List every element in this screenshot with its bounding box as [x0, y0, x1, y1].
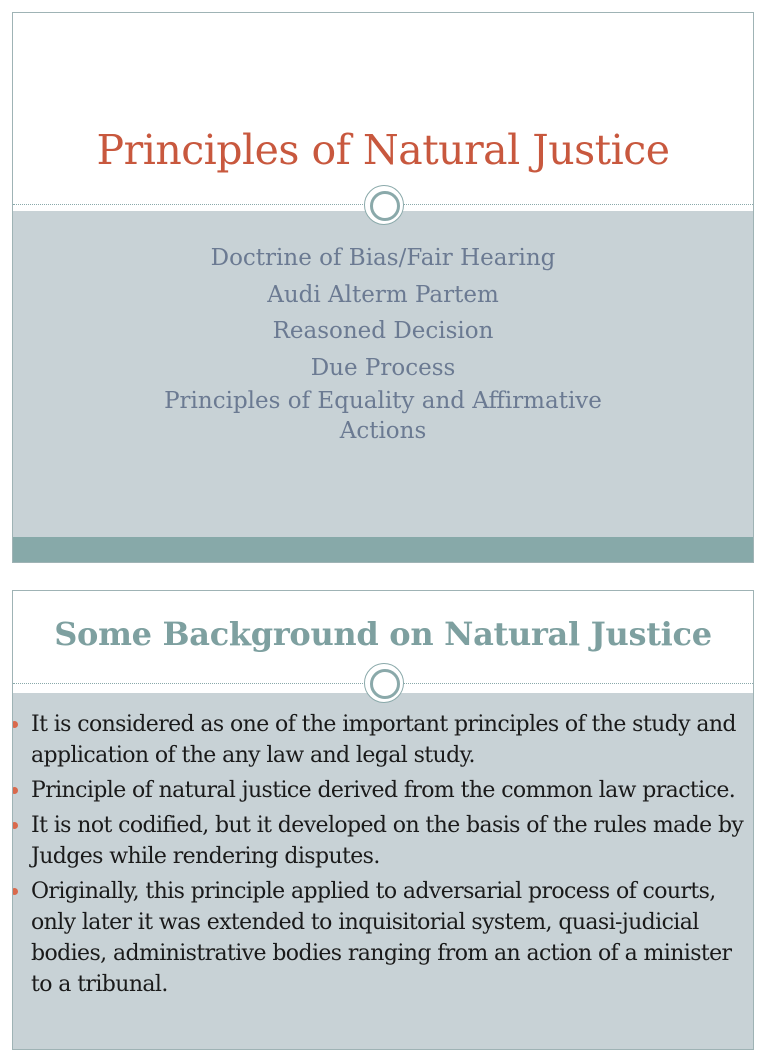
slide-2: [12, 590, 754, 1050]
circle-ornament-icon: [364, 185, 404, 225]
subtitle-item-continuation: Actions: [339, 418, 427, 444]
slide-title: Some Background on Natural Justice: [54, 615, 712, 653]
title-area: [13, 13, 753, 205]
bullet-item: [13, 810, 754, 872]
bullet-dot-icon: [12, 888, 18, 895]
subtitle-item: Principles of Equality and Affirmative: [164, 388, 602, 414]
slide-title: Principles of Natural Justice: [96, 126, 670, 174]
bullet-text: Principle of natural justice derived from the common law practice.: [31, 778, 736, 803]
bullet-item: [13, 709, 754, 771]
slide-1: [12, 12, 754, 563]
bullet-dot-icon: [12, 787, 18, 794]
bullet-text: It is not codified, but it developed on the basis of the rules made by Judges while rendering disputes.: [31, 813, 744, 869]
subtitle-item: Reasoned Decision: [272, 318, 494, 344]
bullet-dot-icon: [12, 822, 18, 829]
bullet-item: [13, 876, 754, 1000]
subtitle-item: Audi Alterm Partem: [267, 281, 499, 308]
bullet-list: [13, 709, 754, 1004]
subtitle-item: Due Process: [310, 354, 456, 381]
bullet-text: It is considered as one of the important principles of the study and application of the any law and legal study.: [31, 712, 736, 768]
bullet-item: [13, 775, 754, 806]
subtitle-list: [13, 240, 753, 446]
bullet-text: Originally, this principle applied to adversarial process of courts, only later it was extended to inquisitorial system, quasi-judicial bodies, administrative bodies ranging from an action of a minister to a tribunal.: [31, 879, 732, 997]
subtitle-item: Doctrine of Bias/Fair Hearing: [210, 245, 556, 271]
circle-ornament-icon: [364, 663, 404, 703]
footer-bar: [13, 537, 753, 563]
bullet-dot-icon: [12, 721, 18, 728]
